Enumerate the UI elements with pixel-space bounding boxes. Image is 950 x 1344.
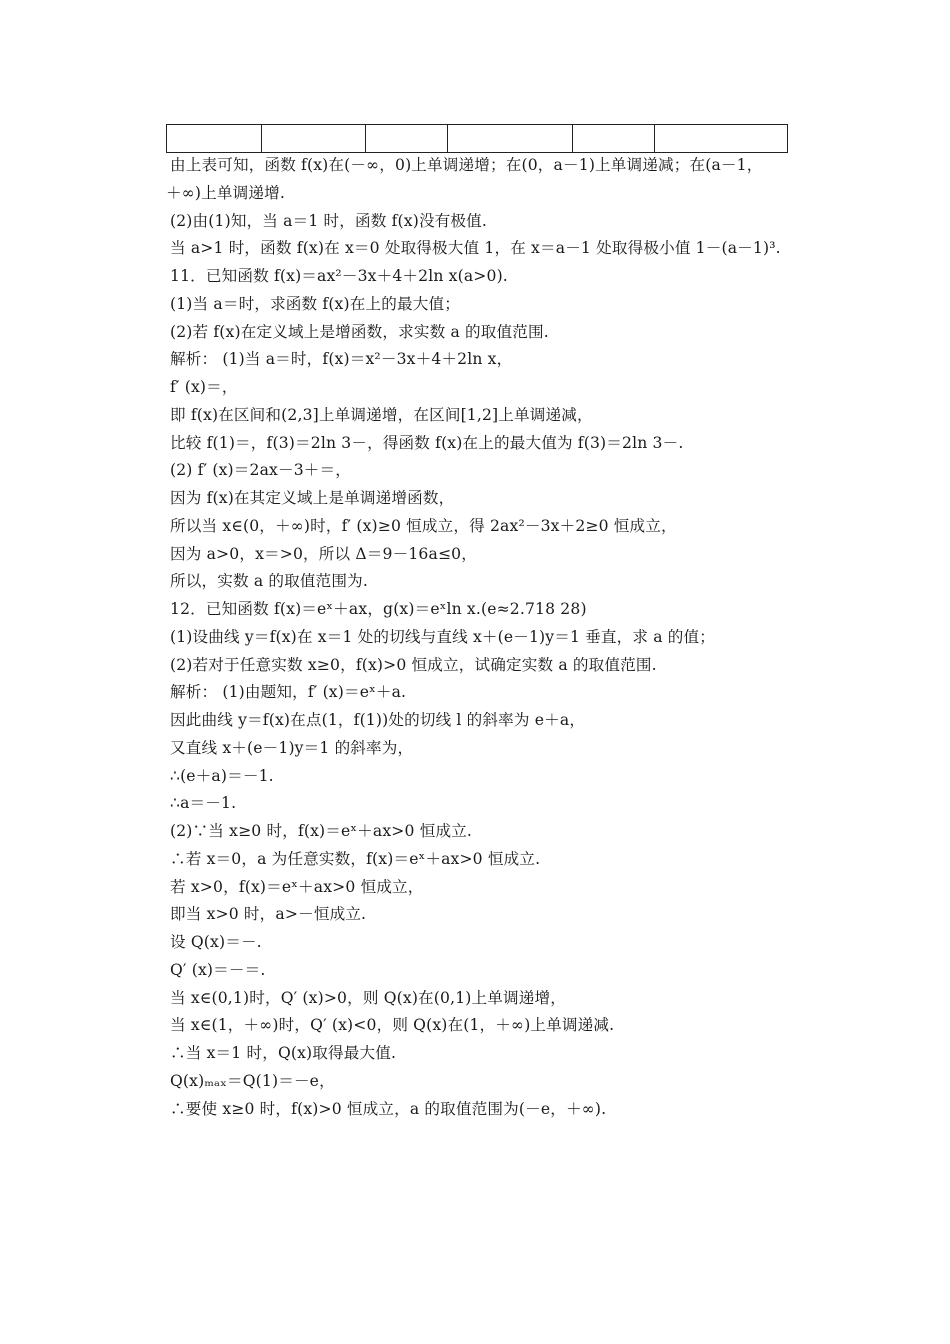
table-cell [366, 125, 448, 153]
text-line: (2)由(1)知，当 a＝1 时，函数 f(x)没有极值. [170, 212, 488, 230]
text-line: ＋∞)上单调递增. [166, 184, 285, 202]
text-line: (1)当 a＝时，求函数 f(x)在上的最大值； [170, 295, 460, 313]
text-line: 所以当 x∈(0，＋∞)时，f′ (x)≥0 恒成立，得 2ax²－3x＋2≥0 恒成立， [170, 517, 677, 535]
text-line: ∴(e＋a)＝－1. [170, 767, 274, 785]
text-line: ∴a＝－1. [170, 794, 237, 812]
text-line: (2) f′ (x)＝2ax－3＋＝， [170, 461, 352, 479]
table-cell [573, 125, 655, 153]
text-line: 当 x∈(0,1)时，Q′ (x)>0，则 Q(x)在(0,1)上单调递增， [170, 989, 566, 1007]
text-line: 因此曲线 y＝f(x)在点(1，f(1))处的切线 l 的斜率为 e＋a， [170, 711, 586, 729]
text-line: 比较 f(1)＝，f(3)＝2ln 3－，得函数 f(x)在上的最大值为 f(3)＝2ln 3－. [170, 434, 684, 452]
table-cell [262, 125, 366, 153]
text-line: Q′ (x)＝－＝. [170, 961, 266, 979]
text-line: 当 a>1 时，函数 f(x)在 x＝0 处取得极大值 1，在 x＝a－1 处取得极小值 1－(a－1)³. [170, 239, 781, 257]
text-line: 当 x∈(1，＋∞)时，Q′ (x)<0，则 Q(x)在(1，＋∞)上单调递减. [170, 1016, 615, 1034]
text-line: 又直线 x＋(e－1)y＝1 的斜率为， [170, 739, 414, 757]
solution-heading: 解析： (1)由题知，f′ (x)＝eˣ＋a. [170, 683, 407, 701]
text-line: 由上表可知，函数 f(x)在(－∞，0)上单调递增；在(0，a－1)上单调递减；在(a－1， [170, 156, 763, 174]
text-line: 所以，实数 a 的取值范围为. [170, 572, 368, 590]
table-cell [655, 125, 788, 153]
problem-11-statement: 11．已知函数 f(x)＝ax²－3x＋4＋2ln x(a>0). [170, 267, 508, 285]
text-line: ∴要使 x≥0 时，f(x)>0 恒成立，a 的取值范围为(－e，＋∞). [170, 1100, 607, 1118]
text-line: 因为 a>0，x＝>0，所以 Δ＝9－16a≤0， [170, 545, 477, 563]
text-line: f′ (x)＝， [170, 378, 238, 396]
text-line: 即 f(x)在区间和(2,3]上单调递增，在区间[1,2]上单调递减， [170, 406, 593, 424]
table-row [167, 125, 788, 153]
text-line: (2)若 f(x)在定义域上是增函数，求实数 a 的取值范围. [170, 323, 549, 341]
text-line: 即当 x>0 时，a>－恒成立. [170, 905, 367, 923]
text-line: 因为 f(x)在其定义域上是单调递增函数， [170, 489, 455, 507]
text-line: (2)∵当 x≥0 时，f(x)＝eˣ＋ax>0 恒成立. [170, 822, 473, 840]
text-line: Q(x)ₘₐₓ＝Q(1)＝－e， [170, 1072, 335, 1090]
text-line: (2)若对于任意实数 x≥0，f(x)>0 恒成立，试确定实数 a 的取值范围. [170, 656, 657, 674]
text-line: ∴当 x＝1 时，Q(x)取得最大值. [170, 1044, 397, 1062]
text-line: (1)设曲线 y＝f(x)在 x＝1 处的切线与直线 x＋(e－1)y＝1 垂直，求 a 的值； [170, 628, 716, 646]
solution-heading: 解析： (1)当 a＝时，f(x)＝x²－3x＋4＋2ln x， [170, 350, 513, 368]
text-line: ∴若 x＝0，a 为任意实数，f(x)＝eˣ＋ax>0 恒成立. [170, 850, 541, 868]
table-cell [448, 125, 573, 153]
problem-12-statement: 12．已知函数 f(x)＝eˣ＋ax，g(x)＝eˣln x.(e≈2.718 28) [170, 600, 587, 618]
table-cell [167, 125, 262, 153]
text-line: 设 Q(x)＝－. [170, 933, 262, 951]
text-line: 若 x>0，f(x)＝eˣ＋ax>0 恒成立， [170, 878, 424, 896]
sign-table [166, 124, 788, 153]
